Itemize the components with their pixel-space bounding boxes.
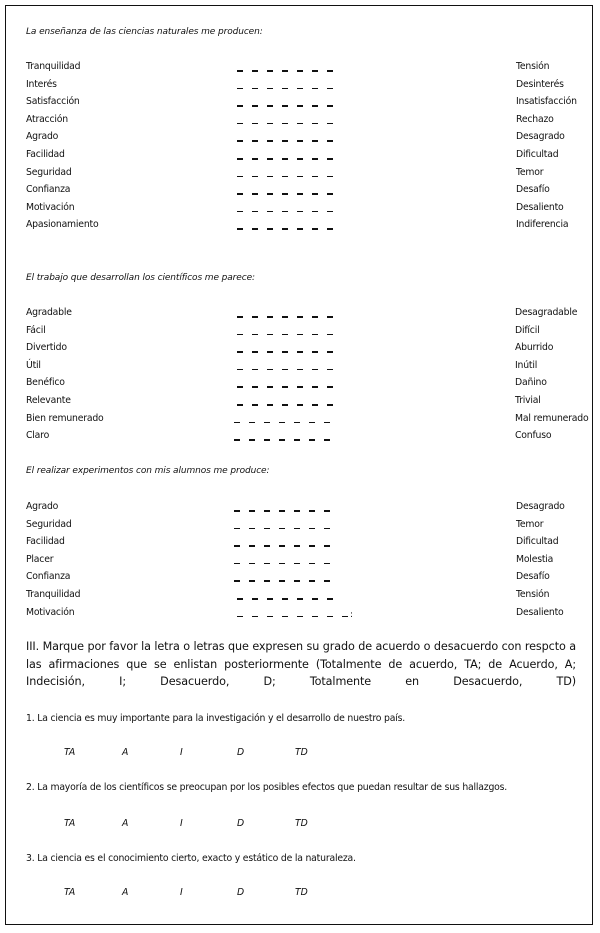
scale-blank[interactable] — [252, 70, 258, 72]
scale-end-mark: : — [350, 609, 354, 620]
scale-right-label: Desafío — [516, 184, 550, 196]
option-i[interactable]: I — [180, 747, 183, 758]
scale-blank[interactable] — [249, 510, 255, 512]
scale-blank[interactable] — [312, 334, 318, 336]
scale-blank[interactable] — [252, 616, 258, 618]
scale-blank[interactable] — [312, 70, 318, 72]
scale-blank[interactable] — [252, 158, 258, 160]
scale-blank[interactable] — [312, 228, 318, 230]
scale-blank[interactable] — [237, 369, 243, 371]
scale-blank[interactable] — [264, 545, 270, 547]
scale-blank[interactable] — [237, 404, 243, 406]
scale-blank[interactable] — [327, 70, 333, 72]
scale-left-label: Motivación — [26, 201, 75, 213]
scale-blank[interactable] — [264, 528, 270, 530]
scale-blank[interactable] — [297, 334, 303, 336]
scale-blanks[interactable] — [234, 502, 339, 512]
scale-blank[interactable] — [279, 510, 285, 512]
scale-blank[interactable] — [327, 386, 333, 388]
scale-blank[interactable] — [312, 105, 318, 107]
scale-left-label: Tranquilidad — [26, 589, 81, 600]
scale-blank[interactable] — [252, 193, 258, 195]
option-ta[interactable]: TA — [64, 818, 76, 829]
scale-blanks[interactable] — [237, 80, 342, 90]
scale-blank[interactable] — [267, 88, 273, 90]
scale-right-label: Rechazo — [516, 113, 554, 125]
scale-blank[interactable] — [294, 528, 300, 530]
scale-blank[interactable] — [267, 369, 273, 371]
scale-blank[interactable] — [327, 176, 333, 178]
scale-blank[interactable] — [237, 316, 243, 318]
scale-blank[interactable] — [267, 105, 273, 107]
scale-blank[interactable] — [282, 123, 288, 125]
scale-right-label: Temor — [516, 518, 544, 530]
scale-blanks[interactable] — [237, 97, 342, 107]
scale-blank[interactable] — [294, 439, 300, 441]
scale-blank[interactable] — [252, 211, 258, 213]
scale-blanks[interactable] — [234, 555, 339, 565]
scale-blank[interactable] — [267, 176, 273, 178]
scale-blank[interactable] — [252, 316, 258, 318]
scale-blank[interactable] — [282, 193, 288, 195]
scale-blank[interactable] — [264, 563, 270, 565]
scale-blank[interactable] — [252, 140, 258, 142]
scale-blank[interactable] — [312, 616, 318, 618]
scale-blanks[interactable] — [234, 431, 339, 441]
scale-right-label: Desinterés — [516, 78, 564, 90]
scale-blank[interactable] — [282, 334, 288, 336]
scale-blank[interactable] — [282, 616, 288, 618]
scale-left-label: Facilidad — [26, 149, 65, 160]
scale-blank[interactable] — [237, 334, 243, 336]
scale-blank[interactable] — [324, 545, 330, 547]
scale-blank[interactable] — [309, 528, 315, 530]
scale-blank[interactable] — [279, 545, 285, 547]
scale-right-label: Molestia — [516, 553, 554, 565]
scale-left-label: Útil — [26, 359, 41, 371]
question-3: 3. La ciencia es el conocimiento cierto, exacto y estático de la naturaleza. — [26, 853, 356, 864]
scale-blank[interactable] — [327, 616, 333, 618]
option-d[interactable]: D — [237, 818, 245, 829]
scale-blanks[interactable] — [237, 220, 342, 230]
scale-blank[interactable] — [264, 439, 270, 441]
scale-blank[interactable] — [252, 176, 258, 178]
scale-blank[interactable] — [267, 123, 273, 125]
scale-blank[interactable] — [282, 88, 288, 90]
option-a[interactable]: A — [122, 747, 129, 758]
scale-right-label: Tensión — [516, 589, 550, 600]
scale-right-label: Aburrido — [515, 342, 554, 354]
option-ta[interactable]: TA — [64, 887, 76, 898]
scale-left-label: Benéfico — [26, 377, 65, 389]
scale-blank[interactable] — [312, 598, 318, 600]
scale-blank[interactable] — [249, 528, 255, 530]
scale-blank[interactable] — [327, 316, 333, 318]
scale-blank[interactable] — [237, 158, 243, 160]
scale-left-label: Interés — [26, 78, 57, 90]
scale-right-label: Confuso — [515, 430, 552, 442]
scale-blanks[interactable] — [237, 308, 342, 318]
scale-blank[interactable] — [252, 369, 258, 371]
scale-blank[interactable] — [309, 580, 315, 582]
scale-blanks[interactable] — [234, 520, 339, 530]
scale-right-label: Temor — [516, 166, 544, 178]
scale-blank[interactable] — [297, 70, 303, 72]
scale-right-label: Desagrado — [516, 501, 565, 512]
scale-blanks[interactable] — [237, 168, 342, 178]
option-a[interactable]: A — [122, 818, 129, 829]
scale-blank[interactable] — [327, 211, 333, 213]
scale-blank[interactable] — [267, 386, 273, 388]
scale-blank[interactable] — [252, 404, 258, 406]
scale-blank[interactable] — [297, 211, 303, 213]
section2-intro: El trabajo que desarrollan los científicos me parece: — [26, 273, 255, 283]
scale-blank[interactable] — [267, 351, 273, 353]
option-d[interactable]: D — [237, 747, 245, 758]
scale-blank[interactable] — [237, 598, 243, 600]
scale-blank[interactable] — [264, 510, 270, 512]
scale-blank[interactable] — [309, 563, 315, 565]
scale-right-label: Insatisfacción — [516, 96, 577, 108]
scale-blank[interactable] — [327, 334, 333, 336]
scale-blank[interactable] — [294, 510, 300, 512]
question-1: 1. La ciencia es muy importante para la investigación y el desarrollo de nuestro país. — [26, 713, 406, 724]
scale-blanks[interactable] — [234, 414, 339, 424]
scale-blank[interactable] — [267, 70, 273, 72]
scale-blank[interactable] — [297, 616, 303, 618]
scale-blank[interactable] — [327, 105, 333, 107]
scale-blank[interactable] — [327, 598, 333, 600]
scale-blank[interactable] — [234, 545, 240, 547]
scale-blank[interactable] — [237, 176, 243, 178]
scale-left-label: Satisfacción — [26, 96, 80, 108]
scale-blank[interactable] — [267, 598, 273, 600]
option-td[interactable]: TD — [295, 887, 308, 898]
scale-blank[interactable] — [327, 158, 333, 160]
scale-left-label: Confianza — [26, 571, 71, 583]
section1-intro: La enseñanza de las ciencias naturales me producen: — [26, 27, 263, 37]
option-td[interactable]: TD — [295, 818, 308, 829]
scale-left-label: Agradable — [26, 307, 72, 318]
scale-blank[interactable] — [324, 580, 330, 582]
scale-left-label: Agrado — [26, 131, 59, 143]
option-i[interactable]: I — [180, 887, 183, 898]
option-i[interactable]: I — [180, 818, 183, 829]
scale-blank[interactable] — [282, 598, 288, 600]
option-ta[interactable]: TA — [64, 747, 76, 758]
scale-blank[interactable] — [327, 193, 333, 195]
scale-right-label: Desaliento — [516, 201, 564, 213]
scale-blanks[interactable] — [234, 537, 339, 547]
scale-right-label: Difícil — [515, 324, 540, 336]
scale-blank[interactable] — [297, 598, 303, 600]
scale-blanks[interactable] — [237, 326, 342, 336]
scale-left-label: Bien remunerado — [26, 412, 104, 424]
scale-blank[interactable] — [279, 422, 285, 424]
scale-blank[interactable] — [327, 351, 333, 353]
scale-blank[interactable] — [279, 563, 285, 565]
scale-blanks[interactable] — [237, 608, 353, 618]
scale-blanks[interactable] — [237, 132, 342, 142]
scale-blanks[interactable] — [237, 361, 342, 371]
scale-blank[interactable] — [312, 193, 318, 195]
scale-right-label: Mal remunerado — [515, 412, 589, 424]
scale-blanks[interactable] — [237, 343, 342, 353]
scale-left-label: Relevante — [26, 395, 71, 406]
scale-blanks[interactable] — [237, 150, 342, 160]
scale-blank[interactable] — [312, 369, 318, 371]
section3-intro: El realizar experimentos con mis alumnos me produce: — [26, 466, 270, 476]
scale-blanks[interactable] — [237, 185, 342, 195]
scale-blank[interactable] — [297, 123, 303, 125]
scale-blank[interactable] — [252, 334, 258, 336]
scale-right-label: Dificultad — [516, 149, 559, 160]
scale-left-label: Placer — [26, 553, 54, 565]
scale-right-label: Trivial — [515, 395, 541, 406]
scale-blank[interactable] — [237, 228, 243, 230]
scale-blank[interactable] — [234, 422, 240, 424]
scale-left-label: Motivación — [26, 606, 75, 618]
scale-blank[interactable] — [312, 386, 318, 388]
scale-right-label: Tensión — [516, 61, 550, 72]
scale-blank[interactable] — [237, 70, 243, 72]
scale-blank[interactable] — [252, 598, 258, 600]
scale-blank[interactable] — [237, 193, 243, 195]
scale-blank[interactable] — [309, 422, 315, 424]
scale-blank[interactable] — [249, 580, 255, 582]
scale-blank[interactable] — [252, 105, 258, 107]
scale-blanks[interactable] — [234, 572, 339, 582]
scale-blank[interactable] — [249, 439, 255, 441]
scale-blank[interactable] — [282, 105, 288, 107]
scale-left-label: Tranquilidad — [26, 61, 81, 72]
scale-blank[interactable] — [267, 158, 273, 160]
scale-blank[interactable] — [234, 563, 240, 565]
scale-blank[interactable] — [282, 369, 288, 371]
scale-blank[interactable] — [297, 351, 303, 353]
scale-blank[interactable] — [252, 228, 258, 230]
scale-blank[interactable] — [282, 228, 288, 230]
scale-blank[interactable] — [342, 616, 348, 618]
scale-blank[interactable] — [297, 158, 303, 160]
scale-blank[interactable] — [327, 123, 333, 125]
scale-blank[interactable] — [282, 404, 288, 406]
scale-blank[interactable] — [324, 510, 330, 512]
scale-blank[interactable] — [237, 211, 243, 213]
scale-blank[interactable] — [294, 545, 300, 547]
scale-blank[interactable] — [312, 351, 318, 353]
scale-blank[interactable] — [264, 422, 270, 424]
scale-blank[interactable] — [237, 123, 243, 125]
scale-blank[interactable] — [282, 158, 288, 160]
scale-blank[interactable] — [237, 88, 243, 90]
scale-blank[interactable] — [294, 563, 300, 565]
scale-right-label: Desaliento — [516, 606, 564, 618]
scale-blank[interactable] — [249, 545, 255, 547]
scale-blank[interactable] — [267, 211, 273, 213]
scale-blank[interactable] — [297, 105, 303, 107]
scale-blank[interactable] — [282, 140, 288, 142]
scale-blank[interactable] — [267, 193, 273, 195]
scale-blank[interactable] — [312, 211, 318, 213]
scale-blank[interactable] — [327, 369, 333, 371]
scale-blank[interactable] — [279, 580, 285, 582]
scale-left-label: Apasionamiento — [26, 219, 99, 231]
scale-blank[interactable] — [282, 316, 288, 318]
scale-blank[interactable] — [237, 105, 243, 107]
scale-blank[interactable] — [297, 176, 303, 178]
scale-blank[interactable] — [327, 88, 333, 90]
scale-blanks[interactable] — [237, 590, 342, 600]
scale-blank[interactable] — [234, 528, 240, 530]
scale-blank[interactable] — [252, 351, 258, 353]
scale-blank[interactable] — [249, 422, 255, 424]
scale-blank[interactable] — [297, 88, 303, 90]
scale-right-label: Desagradable — [515, 307, 578, 318]
scale-blank[interactable] — [324, 439, 330, 441]
scale-blank[interactable] — [324, 563, 330, 565]
scale-blank[interactable] — [312, 88, 318, 90]
scale-blank[interactable] — [324, 422, 330, 424]
scale-left-label: Agrado — [26, 501, 59, 512]
scale-blanks[interactable] — [237, 378, 342, 388]
scale-blank[interactable] — [237, 140, 243, 142]
scale-blank[interactable] — [297, 316, 303, 318]
scale-blank[interactable] — [294, 580, 300, 582]
scale-blank[interactable] — [324, 528, 330, 530]
scale-blank[interactable] — [294, 422, 300, 424]
scale-right-label: Desafío — [516, 571, 550, 583]
scale-blank[interactable] — [267, 334, 273, 336]
scale-blank[interactable] — [267, 404, 273, 406]
scale-right-label: Inútil — [515, 359, 538, 371]
scale-blank[interactable] — [297, 386, 303, 388]
scale-blank[interactable] — [279, 528, 285, 530]
scale-blank[interactable] — [282, 176, 288, 178]
scale-blank[interactable] — [267, 228, 273, 230]
scale-left-label: Seguridad — [26, 518, 72, 530]
scale-blank[interactable] — [252, 88, 258, 90]
scale-blank[interactable] — [312, 123, 318, 125]
scale-blank[interactable] — [312, 140, 318, 142]
scale-blank[interactable] — [312, 316, 318, 318]
scale-left-label: Confianza — [26, 184, 71, 196]
scale-blank[interactable] — [297, 369, 303, 371]
scale-blank[interactable] — [312, 176, 318, 178]
scale-left-label: Divertido — [26, 342, 67, 354]
scale-blank[interactable] — [252, 123, 258, 125]
scale-blank[interactable] — [297, 228, 303, 230]
scale-blank[interactable] — [327, 228, 333, 230]
scale-blank[interactable] — [237, 351, 243, 353]
scale-blank[interactable] — [327, 404, 333, 406]
option-d[interactable]: D — [237, 887, 245, 898]
scale-blank[interactable] — [267, 616, 273, 618]
scale-blank[interactable] — [267, 140, 273, 142]
scale-left-label: Fácil — [26, 324, 46, 336]
scale-blank[interactable] — [282, 386, 288, 388]
scale-blank[interactable] — [282, 351, 288, 353]
scale-blank[interactable] — [297, 140, 303, 142]
scale-blank[interactable] — [279, 439, 285, 441]
scale-left-label: Seguridad — [26, 166, 72, 178]
scale-blank[interactable] — [252, 386, 258, 388]
scale-blank[interactable] — [237, 616, 243, 618]
scale-blank[interactable] — [309, 510, 315, 512]
scale-blank[interactable] — [237, 386, 243, 388]
scale-blank[interactable] — [309, 545, 315, 547]
scale-blank[interactable] — [312, 404, 318, 406]
option-a[interactable]: A — [122, 887, 129, 898]
scale-blank[interactable] — [312, 158, 318, 160]
scale-right-label: Indiferencia — [516, 219, 569, 231]
scale-blank[interactable] — [264, 580, 270, 582]
section4-instructions: III. Marque por favor la letra o letras que expresen su grado de acuerdo o desacuerdo con respcto a las afirmaciones que se enlistan posteriormente (Totalmente de acuerdo, TA; de Acuerdo, A; Indecisión, I; Desacuerdo, D; Totalmente en Desacuerdo, TD) — [26, 640, 576, 688]
scale-blank[interactable] — [297, 193, 303, 195]
scale-blank[interactable] — [309, 439, 315, 441]
scale-blank[interactable] — [249, 563, 255, 565]
scale-blanks[interactable] — [237, 62, 342, 72]
scale-blank[interactable] — [297, 404, 303, 406]
scale-left-label: Atracción — [26, 113, 68, 125]
option-td[interactable]: TD — [295, 747, 308, 758]
scale-right-label: Desagrado — [516, 131, 565, 143]
scale-blank[interactable] — [282, 70, 288, 72]
scale-blank[interactable] — [282, 211, 288, 213]
scale-blanks[interactable] — [237, 115, 342, 125]
scale-blanks[interactable] — [237, 396, 342, 406]
question-2: 2. La mayoría de los científicos se preocupan por los posibles efectos que puedan resultar de sus hallazgos. — [26, 782, 508, 793]
scale-right-label: Dificultad — [516, 536, 559, 548]
scale-blanks[interactable] — [237, 203, 342, 213]
scale-blank[interactable] — [234, 510, 240, 512]
scale-blank[interactable] — [267, 316, 273, 318]
scale-blank[interactable] — [234, 439, 240, 441]
scale-blank[interactable] — [327, 140, 333, 142]
scale-left-label: Claro — [26, 430, 50, 442]
scale-right-label: Dañino — [515, 377, 547, 389]
scale-blank[interactable] — [234, 580, 240, 582]
scale-left-label: Facilidad — [26, 536, 65, 548]
